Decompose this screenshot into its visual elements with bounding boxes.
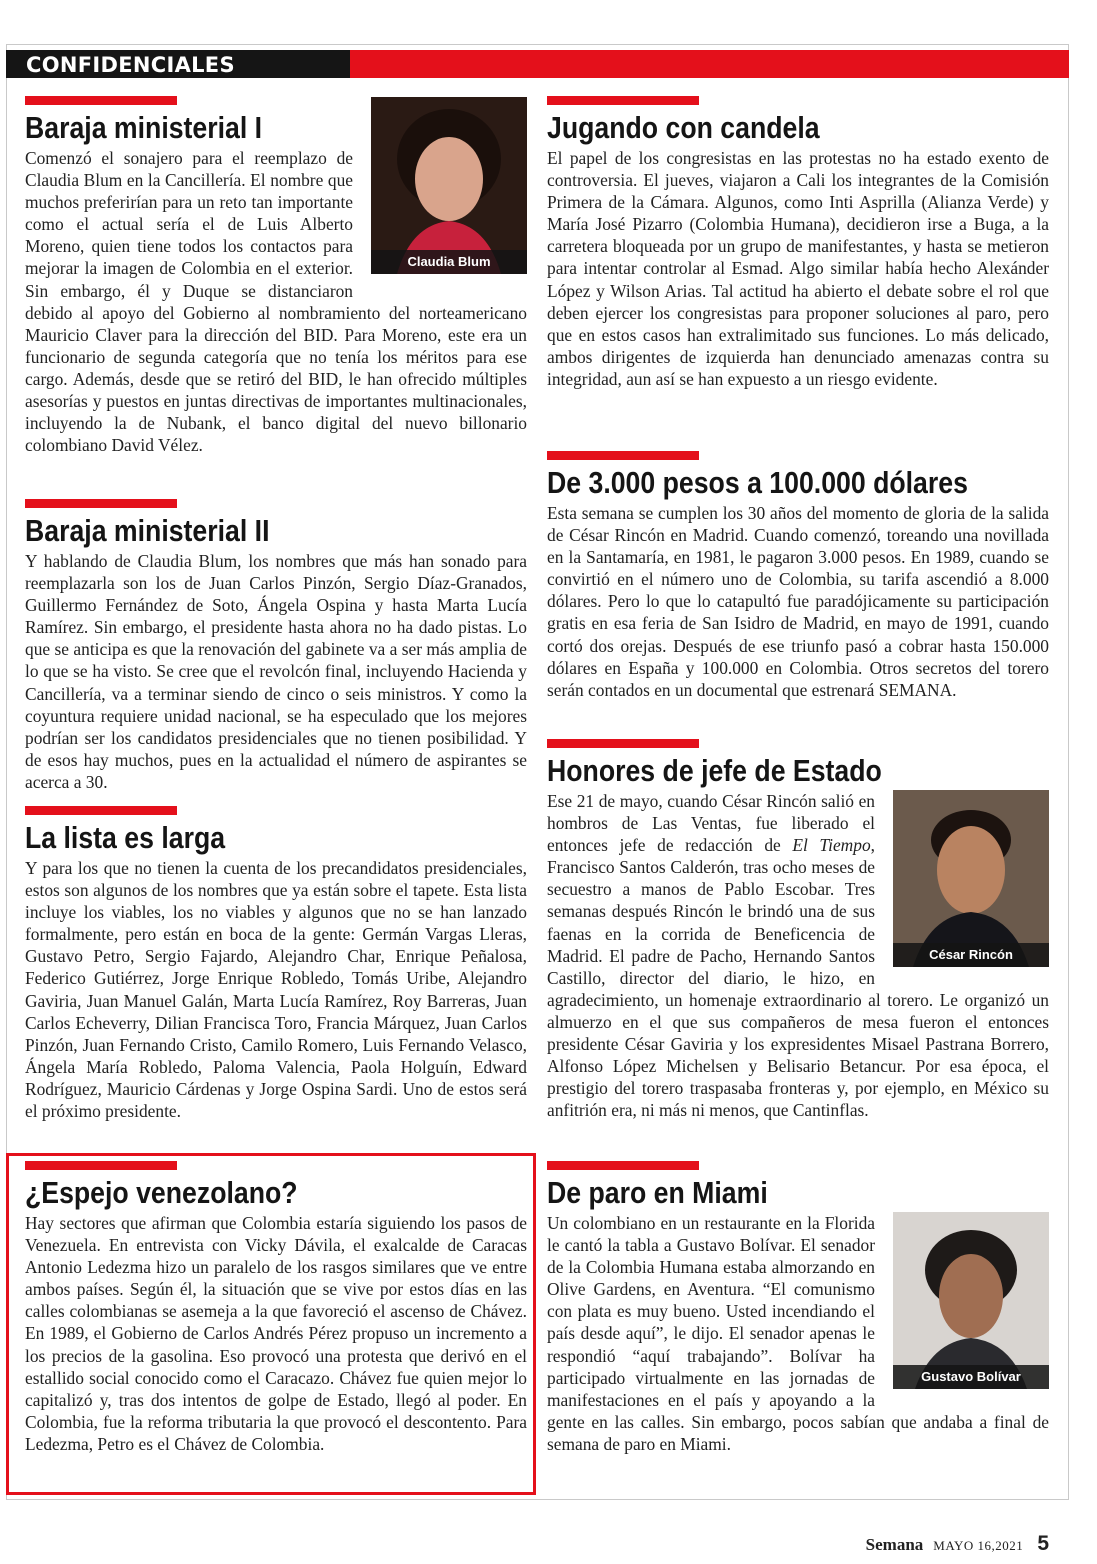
article-body-text: Ese 21 de mayo, cuando César Rincón salió en hombros de Las Ventas, fue liberado el entonces jefe de redacción de: [547, 791, 875, 856]
article-body-text: , Francisco Santos Calderón, tras ocho meses de secuestro a manos de Pablo Escobar. Tres semanas después Rincón le brindó una de sus faenas en la corrida de Beneficencia de Madrid. El padre de Pacho, Hernando Santos Castillo, director del diario, le hizo, en agradecimiento, un homenaje extraordinario al torero. Le organizó un almuerzo en el que sus compañeros de mesa fueron el entonces presidente César Gaviria y los expresidentes Misael Pastrana Borrero, Alfonso López Michelsen y Belisario Betancur. Por esa época, el prestigio del torero traspasaba fronteras y, por ejemplo, en México su anfitrión era, ni más ni menos, que Cantinflas.: [547, 835, 1049, 1121]
article-baraja-ministerial-2: [25, 499, 527, 793]
headline: De paro en Miami: [547, 1175, 768, 1210]
headline-accent-bar: [547, 451, 699, 460]
photo-caption: Claudia Blum: [371, 250, 527, 274]
article-la-lista-es-larga: [25, 806, 527, 1122]
photo-caption: César Rincón: [893, 943, 1049, 967]
headline: Jugando con candela: [547, 110, 820, 145]
article-body: Esta semana se cumplen los 30 años del momento de gloria de la salida de César Rincón en Madrid. Cuando comenzó, toreando una novillada en la Santamaría, en 1981, le pagaron 3.000 pesos. En 1989, cuando se convirtió en el número uno de Colombia, su tarifa ascendió a 8.000 dólares. Pero lo que lo catapultó fue paradójicamente su participación gratis en esa feria de San Isidro de Madrid, en mayo de 1991, cuando cortó dos orejas. Después de ese triunfo pasó a cobrar hasta 150.000 dólares en España y 100.000 en Colombia. Otros secretos del torero serán contados en un documental que estrenará SEMANA.: [547, 503, 1049, 700]
article-body: Y hablando de Claudia Blum, los nombres que más han sonado para reemplazarla son los de Juan Carlos Pinzón, Sergio Díaz-Granados, Guillermo Fernández de Soto, Ángela Ospina y hasta Marta Lucía Ramírez. Sin embargo, el presidente hasta ahora no ha dado pistas. Lo que se anticipa es que la renovación del gabinete va a ser más amplia de lo que se ha visto. Se cree que el revolcón final, incluyendo Hacienda y Cancillería, va a terminar siendo de cinco o seis ministros. Y como la coyuntura requiere unidad nacional, se ha especulado que los mejores podrían ser los candidatos presidenciales que no tienen posibilidad. Y de esos hay muchos, pues en la actualidad el número de aspirantes se acerca a 30.: [25, 551, 527, 792]
article-jugando-con-candela: [547, 96, 1049, 390]
section-title: CONFIDENCIALES: [26, 53, 235, 77]
headline-accent-bar: [25, 96, 177, 105]
article-body: Un colombiano en un restaurante en la Florida le cantó la tabla a Gustavo Bolívar. El senador de la Colombia Humana estaba almorzando en Olive Gardens, en Aventura. “El comunismo con plata es muy bueno. Usted incendiando el país desde aquí”, le dijo. El senador apenas le respondió “aquí trabajando”. Bolívar ha participado virtualmente en las jornadas de manifestaciones en el país y apoyando a la gente en las calles. Sin embargo, pocos sabían que andaba a final de semana de paro en Miami.: [547, 1213, 1049, 1454]
section-header: [6, 50, 1069, 78]
portrait-icon: [893, 790, 1049, 967]
photo-cesar-rincon: [893, 790, 1049, 967]
article-body: Y para los que no tienen la cuenta de los precandidatos presidenciales, estos son algunos de los nombres que ya están sobre el tapete. Esta lista incluye los viables, los no viables y algunos que no se han lanzado formalmente, pero están en boca de la gente: Germán Vargas Lleras, Gustavo Petro, Sergio Fajardo, Alejandro Char, Enrique Peñalosa, Federico Gutiérrez, Jorge Enrique Robledo, Tomás Uribe, Alejandro Gaviria, Juan Manuel Galán, Marta Lucía Ramírez, Roy Barreras, Juan Carlos Echeverry, Dilian Francisca Toro, Francia Márquez, Juan Carlos Pinzón, Juan Fernando Cristo, Camilo Romero, Luis Fernando Velasco, Ángela María Robledo, Paloma Valencia, Paola Holguín, Edward Rodríguez, Mauricio Cárdenas y Jorge Ospina Sardi. Uno de estos será el próximo presidente.: [25, 858, 527, 1122]
headline: De 3.000 pesos a 100.000 dólares: [547, 465, 968, 500]
article-baraja-ministerial-1: [25, 96, 527, 456]
article-body: El papel de los congresistas en las protestas no ha estado exento de controversia. El jueves, viajaron a Cali los integrantes de la Comisión Primera de la Cámara. Algunos, como Inti Asprilla (Alianza Verde) y María José Pizarro (Colombia Humana), decidieron irse a Buga, a la carretera bloqueada por un grupo de manifestantes, y hasta se metieron para intentar controlar al Esmad. Algo similar había hecho Alexánder López y Wilson Arias. Tal actitud ha abierto el debate sobre el rol que deben ejercer los congresistas para proponer soluciones al paro, pero que en estos casos han extralimitado sus funciones. Lo más delicado, ambos dirigentes de izquierda han denunciado amenazas contra su integridad, aun así se han expuesto a un riesgo evidente.: [547, 148, 1049, 389]
headline: Honores de jefe de Estado: [547, 753, 882, 788]
magazine-name: Semana: [865, 1535, 924, 1554]
article-de-paro-en-miami: [547, 1161, 1049, 1455]
headline-accent-bar: [547, 1161, 699, 1170]
section-label-box: [6, 50, 350, 78]
photo-gustavo-bolivar: [893, 1212, 1049, 1389]
headline-accent-bar: [547, 739, 699, 748]
article-body: Comenzó el sonajero para el reemplazo de Claudia Blum en la Cancillería. El nombre que muchos preferirían para un reto tan importante como el actual sería el de Luis Alberto Moreno, quien tiene todos los contactos para mejorar la imagen de Colombia en el exterior. Sin embargo, él y Duque se distanciaron debido al apoyo del Gobierno al nombramiento del norteamericano Mauricio Claver para la dirección del BID. Para Moreno, este era un funcionario de segunda categoría que no tenía los méritos para ese cargo. Además, desde que se retiró del BID, le han ofrecido múltiples asesorías y puestos en juntas directivas de importantes multinacionales, incluyendo la de Nubank, el banco digital del nuevo billonario colombiano David Vélez.: [25, 148, 527, 456]
headline: Baraja ministerial I: [25, 110, 263, 145]
article-de-3000-pesos: [547, 451, 1049, 701]
page-footer: [866, 1532, 1049, 1556]
headline: ¿Espejo venezolano?: [25, 1175, 298, 1210]
headline-accent-bar: [25, 806, 177, 815]
article-honores-jefe-estado: [547, 739, 1049, 1121]
portrait-icon: [893, 1212, 1049, 1389]
headline-accent-bar: [547, 96, 699, 105]
headline: Baraja ministerial II: [25, 513, 270, 548]
article-body: Hay sectores que afirman que Colombia estaría siguiendo los pasos de Venezuela. En entrevista con Vicky Dávila, el exalcalde de Caracas Antonio Ledezma hizo un paralelo de los rasgos similares que ve entre ambos países. Según él, la situación que se vive por estos días en las calles colombianas se asemeja a la que favoreció el ascenso de Chávez. En 1989, el Gobierno de Carlos Andrés Pérez propuso un incremento a los precios de la gasolina. Eso provocó una protesta que derivó en el estallido social conocido como el Caracazo. Chávez fue quien mejor lo capitalizó y, tras dos intentos de golpe de Estado, llegó al poder. En Colombia, fue la reforma tributaria la que provocó el descontento. Para Ledezma, Petro es el Chávez de Colombia.: [25, 1213, 527, 1454]
highlight-annotation-box: [6, 1153, 536, 1495]
headline: La lista es larga: [25, 820, 226, 855]
headline-accent-bar: [25, 499, 177, 508]
page-number: 5: [1037, 1532, 1049, 1555]
photo-caption: Gustavo Bolívar: [893, 1365, 1049, 1389]
issue-date: MAYO 16,2021: [933, 1538, 1024, 1553]
publication-name: El Tiempo: [792, 835, 871, 856]
